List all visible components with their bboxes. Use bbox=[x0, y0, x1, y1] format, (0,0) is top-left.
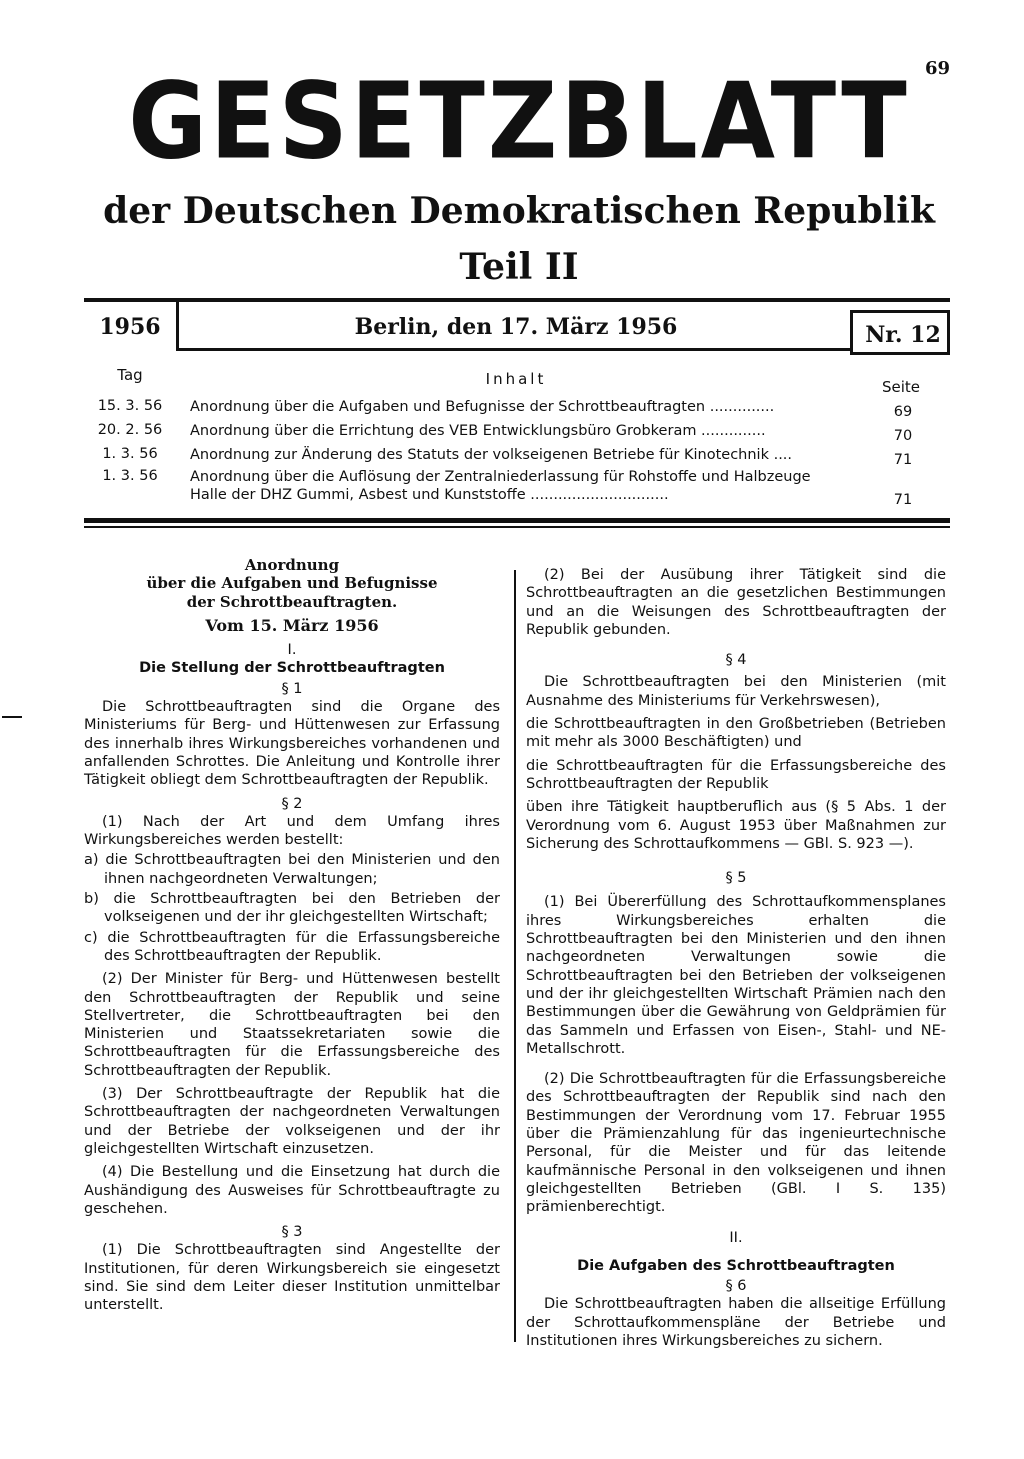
decree-title: der Schrottbeauftragten. bbox=[186, 592, 398, 611]
toc-entry-title: Anordnung über die Errichtung des VEB Entwicklungsbüro Grobkeram .............. bbox=[190, 423, 766, 439]
paragraph-text: Die Schrottbeauftragten sind die Organe des Ministeriums für Berg- und Hüttenwesen zur Erfassung des innerhalb ihres Wirkungsbereiches vorhandenen und anfallenden Schrottes. Die Anleitung und Kontrolle ihrer Tätigkeit obliegt dem Schrottbeauftragten der Republik. bbox=[84, 699, 500, 789]
paragraph-text: (1) Bei Übererfüllung des Schrottaufkommensplanes ihres Wirkungsbereiches erhalten die Schrottbeauftragten bei den Ministerien und den ihnen nachgeordneten Verwaltungen sowie die Schrottbeauftragten bei den Betrieben der volkseigenen und der ihr gleichgestellten Wirtschaft Prämien nach den Bestimmungen über die Gewährung von Geldprämien für das Sammeln und Erfassen von Eisen-, Stahl- und NE-Metallschrott. bbox=[526, 894, 946, 1057]
paragraph-text: (1) Nach der Art und dem Umfang ihres Wirkungsbereiches werden bestellt: bbox=[84, 813, 500, 849]
list-item: b) die Schrottbeauftragten bei den Betrieben der volkseigenen und der ihr gleichgestellten Wirtschaft; bbox=[84, 891, 500, 926]
right-column bbox=[526, 566, 946, 1355]
section-title: Die Aufgaben des Schrottbeauftragten bbox=[577, 1257, 895, 1274]
paragraph-heading: § 6 bbox=[725, 1278, 747, 1295]
paragraph-heading: § 5 bbox=[725, 870, 747, 887]
paragraph-text: üben ihre Tätigkeit hauptberuflich aus (§ 5 Abs. 1 der Verordnung vom 6. August 1953 über Maßnahmen zur Sicherung des Schrottaufkommens — GBl. S. 923 —). bbox=[526, 799, 946, 852]
toc-entry bbox=[84, 468, 950, 508]
page-number: 69 bbox=[925, 58, 951, 79]
paragraph-text: (3) Der Schrottbeauftragte der Republik hat die Schrottbeauftragten der nachgeordneten Verwaltungen und der Betriebe der volkseigenen und der ihr gleichgestellten Wirtschaft einzusetzen. bbox=[84, 1086, 500, 1157]
paragraph-text: Die Schrottbeauftragten bei den Ministerien (mit Ausnahme des Ministeriums für Verkehrswesen), bbox=[526, 674, 946, 709]
issue-number: Nr. 12 bbox=[865, 322, 941, 348]
paragraph-text: die Schrottbeauftragten in den Großbetrieben (Betrieben mit mehr als 3000 Beschäftigten) und bbox=[526, 716, 946, 751]
toc-bottom-rule-thin bbox=[84, 526, 950, 528]
paragraph-text: (2) Bei der Ausübung ihrer Tätigkeit sind die Schrottbeauftragten an die gesetzlichen Bestimmungen und an die Weisungen des Schrottbeauftragten der Republik gebunden. bbox=[526, 567, 946, 638]
toc-bottom-rule-thick bbox=[84, 518, 950, 523]
toc-entry-date: 1. 3. 56 bbox=[102, 468, 158, 484]
toc-header-page: Seite bbox=[881, 378, 921, 396]
issue-box-bottom bbox=[850, 352, 950, 355]
paragraph-text: die Schrottbeauftragten für die Erfassungsbereiche des Schrottbeauftragten der Republik bbox=[526, 757, 946, 792]
issue-bar-bottom bbox=[176, 348, 853, 351]
paragraph-text: (2) Der Minister für Berg- und Hüttenwesen bestellt den Schrottbeauftragten der Republik und seine Stellvertreter, die Schrottbeauftragten bei den Ministerien und Staatssekretariaten sowie die Schrottbeauftragten für die Erfassungsbereiche des Schrottbeauftragten der Republik. bbox=[84, 971, 500, 1079]
paragraph-heading: § 2 bbox=[281, 795, 303, 812]
paragraph-heading: § 4 bbox=[725, 652, 747, 669]
decree-title: über die Aufgaben und Befugnisse bbox=[146, 574, 438, 593]
toc-entry-title: Anordnung über die Auflösung der Zentralniederlassung für Rohstoffe und Halbzeuge Halle der DHZ Gummi, Asbest und Kunststoffe .............................. bbox=[190, 469, 811, 503]
paragraph-text: (2) Die Schrottbeauftragten für die Erfassungsbereiche des Schrottbeauftragten der Republik sind nach den Bestimmungen der Verordnung vom 17. Februar 1955 über die Prämienzahlung für das ingenieurtechnische Personal, für die Meister und für das leitende kaufmännische Personal in den volkseigenen und ihnen gleichgestellten Betrieben (GBl. I S. 135) prämienberechtigt. bbox=[526, 1071, 946, 1216]
toc-entry-date: 1. 3. 56 bbox=[102, 446, 158, 462]
toc-entry-page: 71 bbox=[893, 492, 913, 508]
section-title: Die Stellung der Schrottbeauftragten bbox=[139, 660, 445, 677]
decree-date: Vom 15. März 1956 bbox=[205, 615, 379, 635]
section-number: I. bbox=[287, 642, 297, 659]
left-column bbox=[84, 556, 500, 1320]
toc-entry-date: 20. 2. 56 bbox=[97, 422, 163, 438]
decree-title: Anordnung bbox=[244, 556, 340, 574]
masthead-title: GESETZBLATT bbox=[128, 59, 910, 183]
column-divider bbox=[514, 570, 516, 1342]
toc-header-title: Inhalt bbox=[485, 370, 547, 388]
paragraph-heading: § 3 bbox=[281, 1224, 303, 1241]
issue-divider-left bbox=[176, 302, 179, 350]
margin-mark bbox=[2, 716, 22, 718]
issue-box-top bbox=[850, 310, 950, 313]
paragraph-heading: § 1 bbox=[281, 680, 303, 697]
toc-entry-page: 71 bbox=[893, 452, 913, 468]
paragraph-text: Die Schrottbeauftragten haben die allseitige Erfüllung der Schrottaufkommenspläne der Betriebe und Institutionen ihres Wirkungsbereiches zu sichern. bbox=[526, 1296, 946, 1349]
toc-entry-title: Anordnung zur Änderung des Statuts der volkseigenen Betriebe für Kinotechnik .... bbox=[190, 447, 793, 463]
toc-header-date: Tag bbox=[117, 366, 143, 384]
masthead-part: Teil II bbox=[459, 246, 579, 288]
issue-date: Berlin, den 17. März 1956 bbox=[354, 314, 678, 340]
toc-entry bbox=[84, 422, 950, 444]
section-number: II. bbox=[729, 1229, 743, 1246]
masthead-subtitle: der Deutschen Demokratischen Republik bbox=[103, 190, 935, 232]
toc-entry-title: Anordnung über die Aufgaben und Befugnisse der Schrottbeauftragten .............. bbox=[190, 399, 775, 415]
list-item: c) die Schrottbeauftragten für die Erfassungsbereiche des Schrottbeauftragten der Republik. bbox=[84, 929, 500, 964]
toc-entry bbox=[84, 398, 950, 420]
list-item: a) die Schrottbeauftragten bei den Ministerien und den ihnen nachgeordneten Verwaltungen; bbox=[84, 852, 500, 887]
paragraph-text: (1) Die Schrottbeauftragten sind Angestellte der Institutionen, für deren Wirkungsbereich sie eingesetzt sind. Sie sind dem Leiter dieser Institution unmittelbar unterstellt. bbox=[84, 1242, 500, 1314]
paragraph-text: (4) Die Bestellung und die Einsetzung hat durch die Aushändigung des Ausweises für Schrottbeauftragte zu geschehen. bbox=[84, 1164, 500, 1217]
toc-entry-page: 69 bbox=[893, 404, 913, 420]
toc-entry-page: 70 bbox=[893, 428, 913, 444]
toc-entry-date: 15. 3. 56 bbox=[97, 398, 163, 414]
issue-year: 1956 bbox=[99, 314, 161, 340]
toc-entry bbox=[84, 446, 950, 468]
top-rule bbox=[84, 298, 950, 302]
